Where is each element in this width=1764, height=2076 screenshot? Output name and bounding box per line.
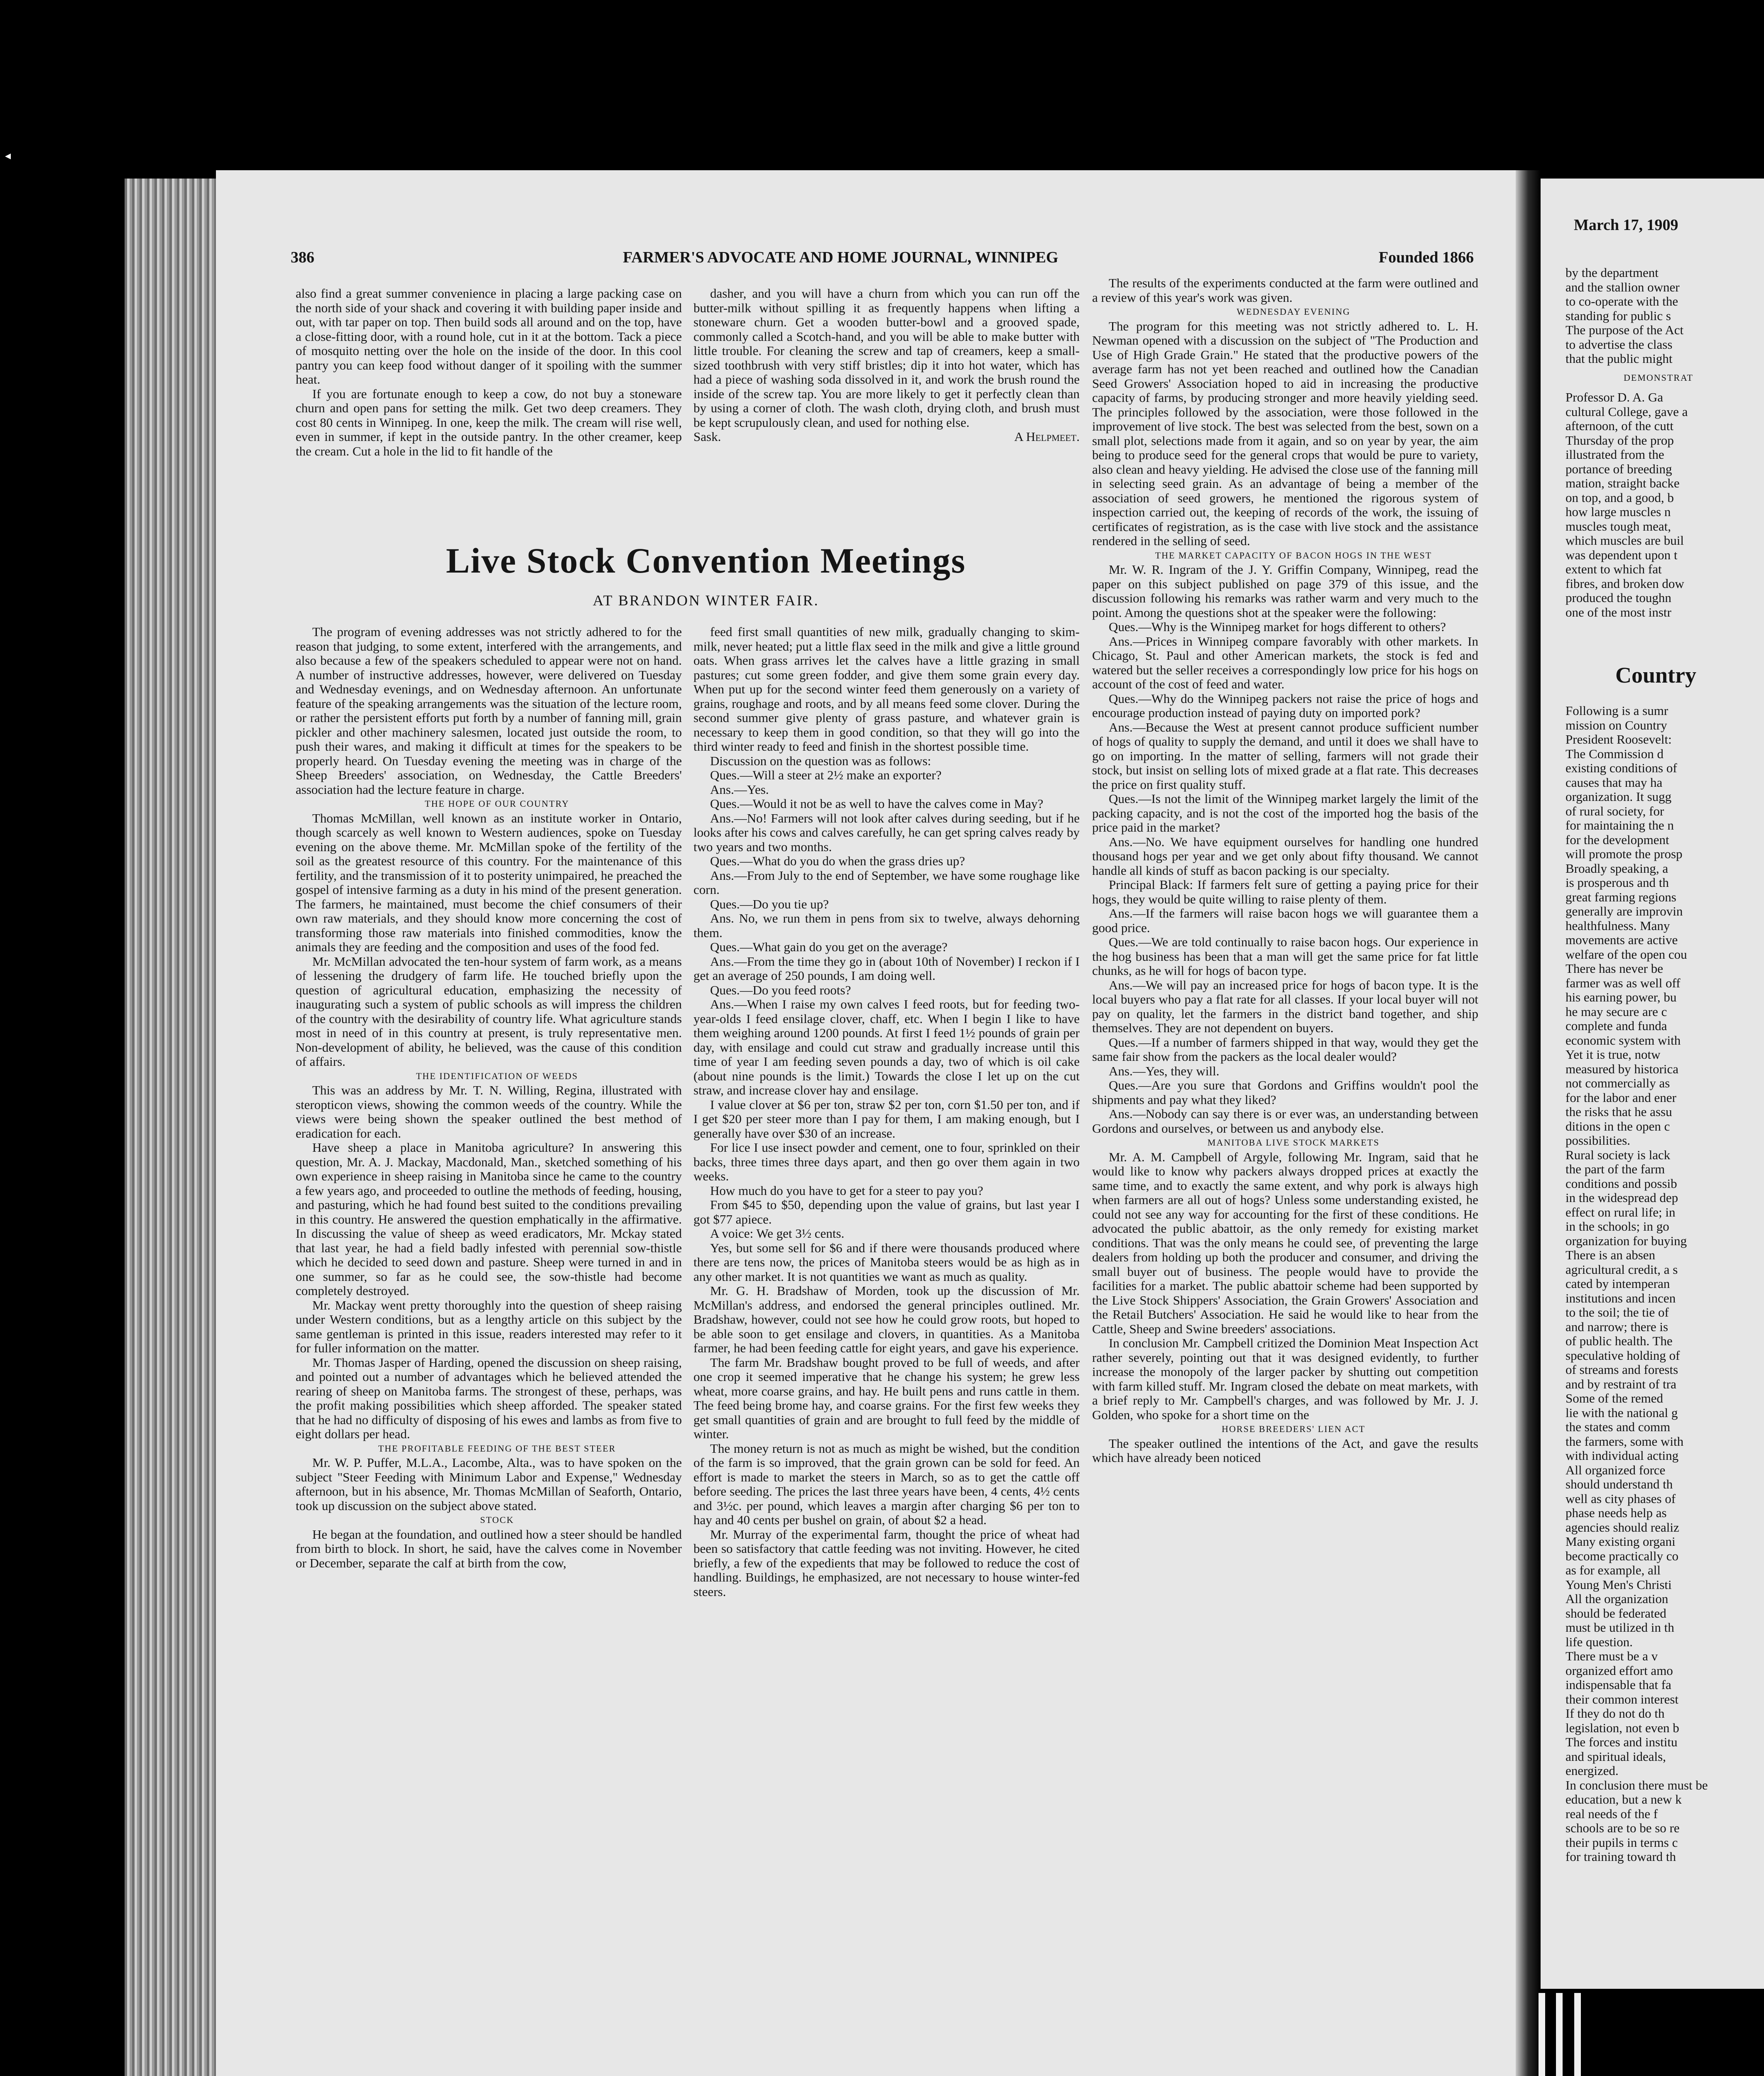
edge-mark: ◂ <box>5 149 11 162</box>
paragraph: also find a great summer convenience in placing a large packing case on the north side of your shack and covering it with building paper inside and out, with tar paper on top. Then build sods all around and on the top, have a close-fitting door, with a round hole, cut in it at the bottom. Tack a piece of mosquito netting over the hole on the inside of the door. In this cool pantry you can keep food without danger of it spoiling with the summer heat. <box>296 286 682 387</box>
text-line: that the public might <box>1566 351 1673 366</box>
text-line: The forces and institu <box>1566 1735 1678 1749</box>
text-line: one of the most instr <box>1566 605 1671 619</box>
text-line: cultural College, gave a <box>1566 404 1688 419</box>
text-line: their common interest <box>1566 1692 1679 1706</box>
article-column-1 <box>296 625 682 1570</box>
text-line: with individual acting <box>1566 1448 1679 1463</box>
text-line: economic system with <box>1566 1033 1681 1048</box>
paragraph: Ques.—What gain do you get on the average? <box>710 940 948 954</box>
paragraph: The program for this meeting was not strictly adhered to. L. H. Newman opened with a discussion on the subject of "The Production and Use of High Grade Grain." He stated that the productive powers of the average farm has not yet been reached and outlined how the Canadian Seed Growers' Association hoped to aid in increasing the productive capacity of farms, by producing stronger and more heavily yielding seed. The principles followed by the association, were those followed in the improvement of live stock. The best was selected from the best, sown on a small plot, selections made from it again, and so on year by year, the aim being to produce seed for the general crops that would be pure to variety, also clean and heavy yielding. He advised the close use of the fanning mill in selecting seed grain. As an advantage of being a member of the association of seed growers, he mentioned the rigorous system of inspection carried out, the keeping of records of the work, the issuing of certificates of registration, as is the case with live stock and the assistance rendered in the selling of seed. <box>1092 318 1478 548</box>
paragraph: Ans.—When I raise my own calves I feed roots, but for feeding two-year-olds I feed ensilage clover, chaff, etc. When I begin I like to have them weighing around 1200 pounds. At first I feed 1½ pounds of grain per day, with ensilage and could cut straw and gradually increase until this time of year I am feeding seven pounds a day, two of which is oil cake (about nine pounds is the limit.) Towards the close I let up on the cut straw, and increase clover hay and ensilage. <box>693 997 1080 1097</box>
paragraph: Ques.—Will a steer at 2½ make an exporter? <box>710 768 942 782</box>
text-line: Many existing organi <box>1566 1534 1676 1549</box>
paragraph: Thomas McMillan, well known as an institute worker in Ontario, though scarcely as well known to Western audiences, spoke on Tuesday evening on the above theme. Mr. McMillan spoke of the fertility of the soil as the greatest resource of this country. For the maintenance of this fertility, and the transmission of it to posterity unimpaired, he preached the gospel of intensive farming as a duty in his mind of the present generation. The farmers, he maintained, must become the chief consumers of their own raw materials, and they should know more concerning the cost of transforming those raw materials into finished commodities, know the animals they are feeding and the composition and uses of the food fed. <box>296 810 682 954</box>
text-line: cated by intemperan <box>1566 1276 1670 1291</box>
text-line: organization. It sugg <box>1566 789 1672 804</box>
paragraph: Ans.—Nobody can say there is or ever was, an understanding between Gordons and ourselves, or between us and anybody else. <box>1092 1107 1478 1136</box>
paragraph: Ques.—Is not the limit of the Winnipeg market largely the limit of the packing capacity, and is not the cost of the imported hog the basis of the price paid in the market? <box>1092 791 1478 835</box>
text-line: their pupils in terms c <box>1566 1835 1678 1850</box>
paragraph: Ans.—We will pay an increased price for hogs of bacon type. It is the local buyers who pay a flat rate for all classes. If your local buyer will not pay on quality, let the farmers in the district band together, and ship themselves. They are not dependent on buyers. <box>1092 977 1478 1035</box>
text-line: the part of the farm <box>1566 1162 1665 1176</box>
text-line: portance of breeding <box>1566 461 1672 476</box>
paragraph: Mr. Mackay went pretty thoroughly into the question of sheep raising under Western conditions, but as a lengthy article on this subject by the same gentleman is printed in this issue, readers interested may refer to it for fuller information on the matter. <box>296 1298 682 1355</box>
paragraph: Mr. W. R. Ingram of the J. Y. Griffin Company, Winnipeg, read the paper on this subject published on page 379 of this issue, and the discussion following his remarks was rather warm and very much to the point. Among the questions shot at the speaker were the following: <box>1092 562 1478 620</box>
section-heading: THE IDENTIFICATION OF WEEDS <box>416 1070 578 1081</box>
paragraph: Ques.—What do you do when the grass dries up? <box>710 854 965 868</box>
text-line: Broadly speaking, a <box>1566 861 1668 876</box>
text-line: mation, straight backe <box>1566 476 1680 490</box>
text-line: Young Men's Christi <box>1566 1577 1672 1592</box>
running-title: FARMER'S ADVOCATE AND HOME JOURNAL, WINNIPEG <box>623 249 1058 266</box>
right-page-text-middle <box>1566 390 1764 619</box>
text-line: All organized force <box>1566 1462 1666 1477</box>
right-page-text-bottom <box>1566 704 1764 1864</box>
section-heading: WEDNESDAY EVENING <box>1237 306 1350 317</box>
text-line: agencies should realiz <box>1566 1520 1679 1535</box>
right-page-text-top <box>1566 266 1764 366</box>
text-line: Some of the remed <box>1566 1391 1664 1405</box>
paragraph: Ques.—Do you tie up? <box>710 896 829 911</box>
text-line: well as city phases of <box>1566 1491 1676 1506</box>
founded-note: Founded 1866 <box>1379 249 1474 266</box>
text-line: must be utilized in th <box>1566 1620 1674 1635</box>
text-line: should understand th <box>1566 1477 1673 1491</box>
text-line: afternoon, of the cutt <box>1566 419 1673 433</box>
paragraph: I value clover at $6 per ton, straw $2 per ton, corn $1.50 per ton, and if I get $20 per steer more than I pay for them, I am making enough, but I generally have over $30 of an increase. <box>693 1097 1080 1141</box>
text-line: on top, and a good, b <box>1566 490 1674 505</box>
text-line: movements are active <box>1566 933 1678 947</box>
text-line: All the organization <box>1566 1591 1668 1606</box>
text-line: was dependent upon t <box>1566 547 1678 562</box>
paragraph: The results of the experiments conducted at the farm were outlined and a review of this year's work was given. <box>1092 276 1478 305</box>
page-number: 386 <box>291 249 314 266</box>
text-line: organized effort amo <box>1566 1663 1673 1678</box>
text-line: which muscles are buil <box>1566 533 1684 548</box>
text-line: agricultural credit, a s <box>1566 1262 1678 1277</box>
text-line: There must be a v <box>1566 1649 1658 1663</box>
paragraph: Ans.—From the time they go in (about 10th of November) I reckon if I get an average of 250 pounds, I am doing well. <box>693 954 1080 983</box>
text-line: and narrow; there is <box>1566 1319 1668 1334</box>
text-line: how large muscles n <box>1566 504 1671 519</box>
text-line: by the department <box>1566 265 1659 280</box>
text-line: illustrated from the <box>1566 447 1664 462</box>
text-line: fibres, and broken dow <box>1566 576 1684 591</box>
paragraph: Ques.—Why is the Winnipeg market for hogs different to others? <box>1109 619 1446 634</box>
paragraph: Ans.—No. We have equipment ourselves for handling one hundred thousand hogs per year and we get only about fifty thousand. We cannot handle all kinds of stuff as bacon packing is our specialty. <box>1092 834 1478 878</box>
text-line: his earning power, bu <box>1566 990 1677 1004</box>
section-heading: THE PROFITABLE FEEDING OF THE BEST STEER <box>378 1443 616 1454</box>
page-header <box>291 248 1482 272</box>
text-line: The Commission d <box>1566 746 1664 761</box>
text-line: life question. <box>1566 1634 1633 1649</box>
text-line: mission on Country <box>1566 717 1667 732</box>
text-line: in the schools; in go <box>1566 1219 1669 1234</box>
text-line: and spiritual ideals, <box>1566 1749 1666 1764</box>
text-line: phase needs help as <box>1566 1506 1667 1520</box>
paragraph: Ques.—If a number of farmers shipped in that way, would they get the same fair show from the packers as the local dealer would? <box>1092 1035 1478 1064</box>
text-line: of public health. The <box>1566 1334 1673 1348</box>
article-title: Live Stock Convention Meetings <box>446 541 966 580</box>
paragraph: How much do you have to get for a steer to pay you? <box>710 1183 983 1198</box>
text-line: institutions and incen <box>1566 1290 1676 1305</box>
paragraph: From $45 to $50, depending upon the value of grains, but last year I got $77 apiece. <box>693 1197 1080 1227</box>
text-line: real needs of the f <box>1566 1806 1658 1821</box>
text-line: energized. <box>1566 1763 1619 1778</box>
text-line: the risks that he assu <box>1566 1104 1672 1119</box>
text-line: There is an absen <box>1566 1248 1656 1262</box>
text-line: extent to which fat <box>1566 562 1662 576</box>
paragraph: Ans.—If the farmers will raise bacon hogs we will guarantee them a good price. <box>1092 906 1478 935</box>
text-line: organization for buying <box>1566 1233 1687 1248</box>
article-column-2 <box>693 625 1080 1599</box>
text-line: President Roosevelt: <box>1566 732 1672 747</box>
text-line: and the stallion owner <box>1566 279 1680 294</box>
paragraph: Mr. W. P. Puffer, M.L.A., Lacombe, Alta., was to have spoken on the subject "Steer Feeding with Minimum Labor and Expense," Wednesday afternoon, but in his absence, Mr. Thomas McMillan of Seaforth, Ontario, took up discussion on the subject above stated. <box>296 1455 682 1513</box>
text-line: the states and comm <box>1566 1420 1671 1434</box>
paragraph: Ques.—Why do the Winnipeg packers not raise the price of hogs and encourage production instead of paying duty on imported pork? <box>1092 691 1478 720</box>
text-line: generally are improvin <box>1566 904 1683 918</box>
text-line: great farming regions <box>1566 889 1676 904</box>
right-page-date: March 17, 1909 <box>1574 216 1678 234</box>
paragraph: For lice I use insect powder and cement, one to four, sprinkled on their backs, three times three days apart, and then go over them again in two weeks. <box>693 1140 1080 1183</box>
paragraph: He began at the foundation, and outlined how a steer should be handled from birth to block. In short, he said, have the calves come in November or December, separate the calf at birth from the cow, <box>296 1527 682 1570</box>
text-line: should be federated <box>1566 1606 1666 1621</box>
text-line: Thursday of the prop <box>1566 433 1674 448</box>
text-line: Yet it is true, notw <box>1566 1047 1661 1062</box>
paragraph: Ans.—Yes. <box>710 782 769 797</box>
text-line: healthfulness. Many <box>1566 918 1670 933</box>
paragraph: Ques.—We are told continually to raise bacon hogs. Our experience in the hog business has been that a man will get the same price for fat little chunks, as he will for hogs of bacon type. <box>1092 935 1478 978</box>
text-line: measured by historica <box>1566 1061 1679 1076</box>
paragraph: Yes, but some sell for $6 and if there were thousands produced where there are tens now, the prices of Manitoba steers would be as high as in any other market. It is not quantities we want as much as quality. <box>693 1240 1080 1284</box>
paragraph: feed first small quantities of new milk, gradually changing to skim-milk, never heated; put a little flax seed in the milk and give a little ground oats. When grass arrives let the calves have a little grazing in small pastures; cut some green fodder, and give them some grain every day. When put up for the second winter feed them generously on a variety of grains, roughage and roots, and by all means feed some clover. During the second summer give plenty of grass pasture, and whatever grain is necessary to keep them in good condition, so that they will go into the third winter ready to feed and finish in the shortest possible time. <box>693 624 1080 754</box>
section-heading: THE HOPE OF OUR COUNTRY <box>425 798 569 809</box>
right-page <box>1541 179 1764 1989</box>
paragraph: If you are fortunate enough to keep a cow, do not buy a stoneware churn and open pans for setting the milk. Get two deep creamers. They cost 80 cents in Winnipeg. In one, keep the milk. The cream will rise well, even in summer, if kept in the outside pantry. In the other creamer, keep the cream. Cut a hole in the lid to fit handle of the <box>296 386 682 458</box>
top-column-middle <box>693 286 1080 444</box>
text-line: lie with the national g <box>1566 1405 1678 1420</box>
text-line: the farmers, some with <box>1566 1434 1684 1449</box>
text-line: speculative holding of <box>1566 1348 1680 1363</box>
text-line: he may secure are c <box>1566 1004 1667 1019</box>
paragraph: Have sheep a place in Manitoba agriculture? In answering this question, Mr. A. J. Mackay, Macdonald, Man., sketched something of his own experience in sheep raising in Manitoba since he came to the country a few years ago, and proceeded to outline the methods of feeding, housing, and pasturing, which he had found best suited to the conditions prevailing in this country. He answered the question emphatically in the affirmative. In discussing the value of sheep as weed eradicators, Mr. Mckay stated that last year, he had a field badly infested with perennial sow-thistle which he decided to seed down and pasture. Sheep were turned in and in one summer, so far as he could see, the sow-thistle had become completely destroyed. <box>296 1140 682 1298</box>
right-page-heading: Country <box>1615 663 1697 688</box>
paragraph: Ques.—Are you sure that Gordons and Griffins wouldn't pool the shipments and pay what they liked? <box>1092 1078 1478 1107</box>
text-line: effect on rural life; in <box>1566 1204 1676 1219</box>
signature-line <box>693 430 1080 444</box>
text-line: in the widespread dep <box>1566 1190 1678 1205</box>
text-line: produced the toughn <box>1566 590 1671 605</box>
right-page-subhead <box>1624 370 1764 385</box>
text-line: farmer was as well off <box>1566 975 1681 990</box>
section-heading: STOCK <box>480 1515 514 1525</box>
text-line: will promote the prosp <box>1566 847 1683 861</box>
text-line: welfare of the open cou <box>1566 947 1687 962</box>
paragraph: Ans.—From July to the end of September, we have some roughage like corn. <box>693 868 1080 897</box>
paragraph: Mr. G. H. Bradshaw of Morden, took up the discussion of Mr. McMillan's address, and endorsed the general principles outlined. Mr. Bradshaw, however, could not see how he could grow roots, but hoped to be able soon to get ensilage and clovers, in quantities. As a Manitoba farmer, he had been feeding cattle for eight years, and gave his experience. <box>693 1283 1080 1355</box>
text-line: for the development <box>1566 832 1669 847</box>
text-line: muscles tough meat, <box>1566 519 1671 534</box>
paragraph: Ans.—Prices in Winnipeg compare favorably with other markets. In Chicago, St. Paul and other American markets, the stock is fed and watered but the seller receives a correspondingly low price for his hogs on account of the cost of feed and water. <box>1092 634 1478 691</box>
text-line: conditions and possib <box>1566 1176 1677 1191</box>
text-line: to the soil; the tie of <box>1566 1305 1669 1320</box>
text-line: of streams and forests <box>1566 1362 1678 1377</box>
text-line: causes that may ha <box>1566 775 1663 790</box>
text-line: There has never be <box>1566 961 1663 976</box>
paragraph: Ques.—Would it not be as well to have the calves come in May? <box>710 796 1044 811</box>
text-line: education, but a new k <box>1566 1792 1682 1807</box>
right-page-demonstration-heading: DEMONSTRAT <box>1624 372 1693 383</box>
article-subtitle: AT BRANDON WINTER FAIR. <box>593 592 819 609</box>
book-gutter <box>1516 170 1541 2076</box>
text-line: not commercially as <box>1566 1076 1670 1090</box>
text-line: for the labor and ener <box>1566 1090 1676 1105</box>
text-line: as for example, all <box>1566 1563 1661 1577</box>
text-line: to co-operate with the <box>1566 294 1678 308</box>
text-line: existing conditions of <box>1566 761 1677 775</box>
text-line: is prosperous and th <box>1566 875 1669 890</box>
paragraph: The program of evening addresses was not strictly adhered to for the reason that judging, to some extent, interfered with the arrangements, and also because a few of the speakers scheduled to appear were not on hand. A number of instructive addresses, however, were delivered on Tuesday and Wednesday evenings, and on Wednesday afternoon. An unfortunate feature of the speaking arrangements was the situation of the lecture room, or rather the persistent efforts put forth by a number of fanning mill, grain pickler and other machinery salesmen, located just outside the room, to push their wares, and making it difficult at times for the speakers to be properly heard. On Tuesday evening the meeting was in charge of the Sheep Breeders' association, on Wednesday, the Cattle Breeders' association had the lecture feature in charge. <box>296 624 682 797</box>
signature-place: Sask. <box>693 429 721 444</box>
text-line: and by restraint of tra <box>1566 1376 1676 1391</box>
paragraph: In conclusion Mr. Campbell critized the Dominion Meat Inspection Act rather severely, pointing out that it was designed evidently, to further increase the monopoly of the larger packer by shutting out competition with farm killed stuff. Mr. Ingram closed the debate on meat markets, with a brief reply to Mr. Campbell's charges, and was followed by Mr. J. J. Golden, who spoke for a short time on the <box>1092 1336 1478 1422</box>
text-line: Professor D. A. Ga <box>1566 390 1664 404</box>
section-heading: MANITOBA LIVE STOCK MARKETS <box>1207 1137 1380 1148</box>
text-line: possibilities. <box>1566 1133 1630 1148</box>
text-line: become practically co <box>1566 1548 1678 1563</box>
paragraph: dasher, and you will have a churn from which you can run off the butter-milk without spilling it as frequently happens when lifting a stoneware churn. Get a wooden butter-bowl and a grooved spade, commonly called a Scotch-hand, and you will be able to make butter with little trouble. For cleaning the screw and tap of creamers, keep a small-sized toothbrush with very stiff bristles; dip it into hot water, which has had a piece of washing soda dissolved in it, and work the brush round the inside of the screw tap. You are more likely to get it perfectly clean than by using a corner of cloth. The wash cloth, drying cloth, and brush must be kept scrupulously clean, and used for nothing else. <box>693 286 1080 430</box>
paragraph: A voice: We get 3½ cents. <box>710 1226 845 1241</box>
text-line: for maintaining the n <box>1566 818 1674 832</box>
section-heading: HORSE BREEDERS' LIEN ACT <box>1222 1424 1365 1434</box>
paragraph: Ans.—Because the West at present cannot produce sufficient number of hogs of quality to supply the demand, and until it does we shall have to go on importing. In the matter of selling, farmers will not grade their stock, but insist on selling lots of mixed grade at a flat rate. This decreases the price on first quality stuff. <box>1092 720 1478 792</box>
text-line: ditions in the open c <box>1566 1119 1670 1133</box>
top-column-left <box>296 286 682 458</box>
text-line: for training toward th <box>1566 1849 1676 1864</box>
text-line: Rural society is lack <box>1566 1147 1671 1162</box>
signature-name: A Helpmeet. <box>1014 429 1080 444</box>
paragraph: Mr. McMillan advocated the ten-hour system of farm work, as a means of lessening the drudgery of farm life. He touched briefly upon the question of agricultural education, emphasizing the necessity of inaugurating such a system of public schools as will impress the children of the country with the desirability of country life. What agriculture stands most in need of in this country at present, is truly representative men. Non-development of ability, he believed, was the cause of this condition of affairs. <box>296 954 682 1069</box>
binding-stripes <box>1539 1993 1592 2076</box>
text-line: of rural society, for <box>1566 803 1664 818</box>
paragraph: This was an address by Mr. T. N. Willing, Regina, illustrated with steropticon views, showing the common weeds of the country. While the views were being shown the speaker outlined the best method of eradication for each. <box>296 1083 682 1141</box>
paragraph: Ans.—Yes, they will. <box>1109 1063 1220 1078</box>
paragraph: Ans. No, we run them in pens from six to twelve, always dehorning them. <box>693 911 1080 940</box>
text-line: to advertise the class <box>1566 337 1673 352</box>
paragraph: Ques.—Do you feed roots? <box>710 982 851 997</box>
text-line: Following is a sumr <box>1566 703 1668 718</box>
text-line: If they do not do th <box>1566 1706 1665 1721</box>
paragraph: The money return is not as much as might be wished, but the condition of the farm is so improved, that the grain grown can be sold for feed. An effort is made to market the steers in March, so as to get the cattle off before seeding. The prices the last three years have been, 4 cents, 4½ cents and 3½c. per pound, which leaves a margin after charging $6 per ton to hay and 40 cents per bushel on grain, of about $2 a head. <box>693 1441 1080 1527</box>
text-line: complete and funda <box>1566 1018 1667 1033</box>
paragraph: Ans.—No! Farmers will not look after calves during seeding, but if he looks after his cows and calves carefully, he can get spring calves ready by two years and two months. <box>693 810 1080 854</box>
section-heading: THE MARKET CAPACITY OF BACON HOGS IN THE WEST <box>1155 550 1432 561</box>
text-line: In conclusion there must be <box>1566 1777 1708 1792</box>
paragraph: Mr. Thomas Jasper of Harding, opened the discussion on sheep raising, and pointed out a number of advantages which he believed attended the rearing of sheep on Manitoba farms. The strongest of these, perhaps, was the profit making possibilities which sheep afforded. The speaker stated that he had no difficulty of disposing of his ewes and lambs as from five to eight dollars per head. <box>296 1355 682 1441</box>
text-line: The purpose of the Act <box>1566 323 1684 337</box>
text-line: schools are to be so re <box>1566 1821 1680 1835</box>
paragraph: Principal Black: If farmers felt sure of getting a paying price for their hogs, they would be quite willing to raise plenty of them. <box>1092 877 1478 906</box>
text-line: standing for public s <box>1566 308 1671 323</box>
paragraph: Mr. A. M. Campbell of Argyle, following Mr. Ingram, said that he would like to know why packers always dropped prices at exactly the same time, and to exactly the same extent, and why pork is always high when farmers are all out of hogs? Unless some understanding existed, he could not see any way for accounting for the first of these conditions. He advocated the public abattoir, as the only remedy for existing market conditions. That was the only means he could see, of preventing the large dealers from holding up both the producer and consumer, and driving the small buyer out of business. The people would have to provide the facilities for a market. The public abattoir scheme had been supported by the Live Stock Shippers' Association, the Grain Growers' Association and the Retail Butchers' Association. He said he would like to hear from the Cattle, Sheep and Swine breeders' associations. <box>1092 1149 1478 1336</box>
paragraph: The speaker outlined the intentions of the Act, and gave the results which have already been noticed <box>1092 1436 1478 1465</box>
article-column-3 <box>1092 276 1478 1465</box>
text-line: indispensable that fa <box>1566 1677 1671 1692</box>
text-line: legislation, not even b <box>1566 1720 1679 1735</box>
paragraph: Mr. Murray of the experimental farm, thought the price of wheat had been so satisfactory that cattle feeding was not inviting. However, he cited briefly, a few of the expedients that may be followed to reduce the cost of handling. Buildings, he emphasized, are not necessary to house winter-fed steers. <box>693 1527 1080 1599</box>
paragraph: Discussion on the question was as follows: <box>710 753 931 768</box>
page-stack-edges <box>125 179 224 2076</box>
paragraph: The farm Mr. Bradshaw bought proved to be full of weeds, and after one crop it seemed imperative that he change his system; he grew less wheat, more coarse grains, and hay. He built pens and runs cattle in them. The feed being brome hay, and coarse grains. For the first few weeks they get small quantities of grain and are brought to full feed by the middle of winter. <box>693 1355 1080 1441</box>
